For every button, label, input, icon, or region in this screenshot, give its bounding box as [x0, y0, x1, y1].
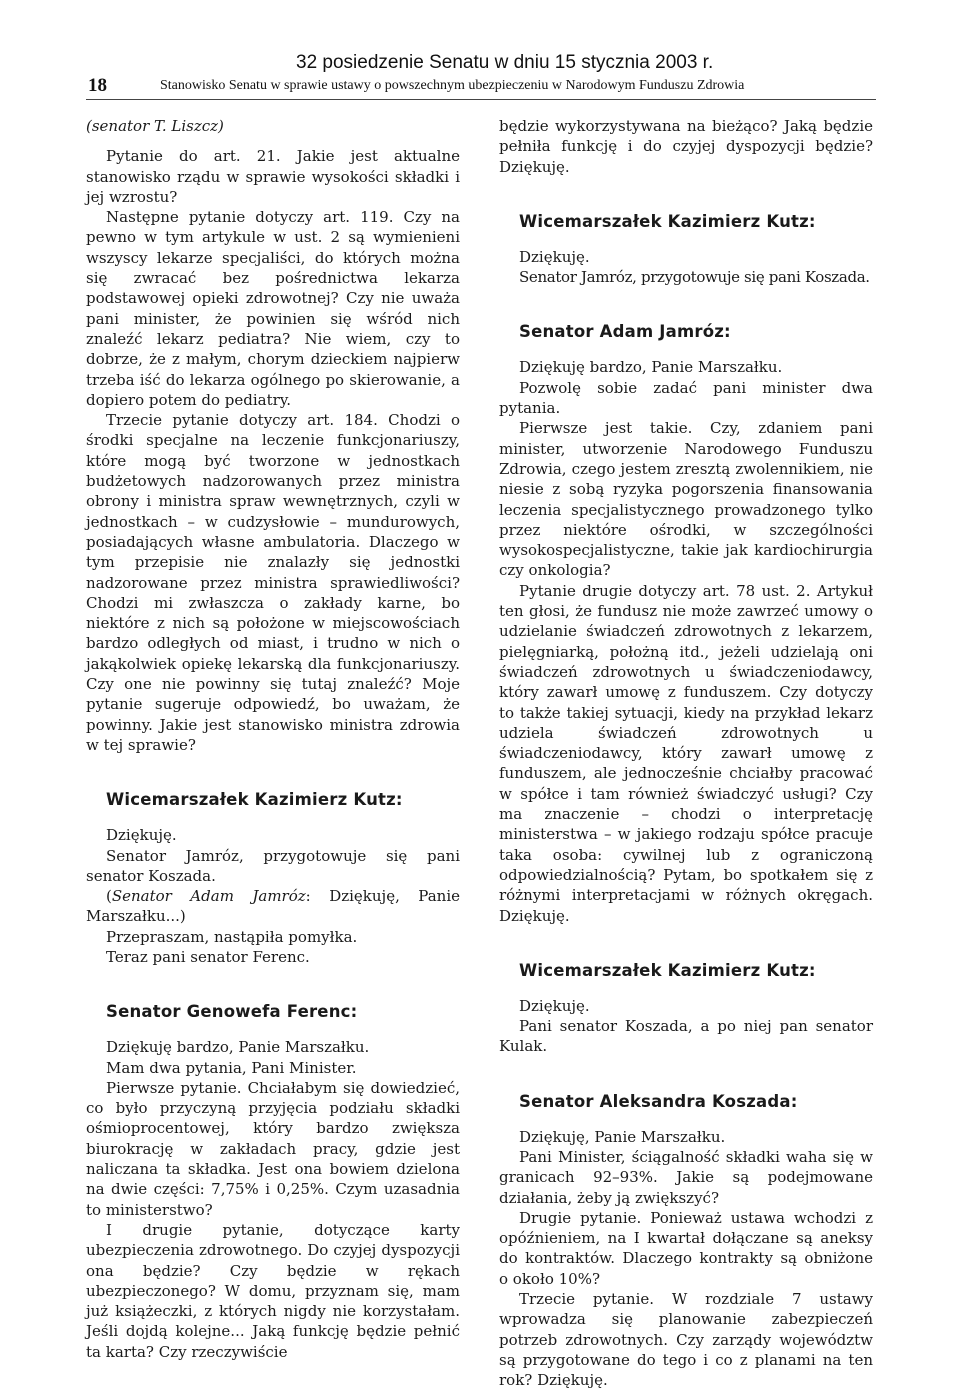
paragraph: Senator Jamróz, przygotowuje się pani senator Koszada.	[86, 846, 460, 885]
paragraph: Dziękuję bardzo, Panie Marszałku.	[106, 1038, 370, 1057]
paragraph: Następne pytanie dotyczy art. 119. Czy na pewno w tym artykule w ust. 2 są wymienieni wszyscy lekarze specjaliści, do których można się zwracać bez pośrednictwa lekarza podstawowej opieki zdrowotnej? Czy nie uważa pani minister, że powinien się wśród nich znaleźć lekarz pediatra? Nie wiem, czy to dobrze, że z małym, chorym dzieckiem najpierw trzeba iść do lekarza ogólnego po skierowanie, a dopiero potem do pediatry.	[86, 208, 460, 409]
interjection-text: : Dziękuję, Panie Marszałku...)	[86, 887, 461, 926]
speaker-heading: Senator Genowefa Ferenc:	[106, 1002, 358, 1022]
paragraph: Trzecie pytanie. W rozdziale 7 ustawy wprowadza się planowanie zabezpieczeń potrzeb zdrowotnych. Czy zarządy województw są przygotowane do tego i co z planami na ten rok? Dziękuję.	[499, 1290, 873, 1390]
document-subtitle: Stanowisko Senatu w sprawie ustawy o powszechnym ubezpieczeniu w Narodowym Funduszu Zdrowia	[160, 78, 745, 93]
speaker-tag: (senator T. Liszcz)	[86, 117, 224, 135]
paragraph: Pierwsze jest takie. Czy, zdaniem pani minister, utworzenie Narodowego Funduszu Zdrowia, czego jestem zresztą zwolennikiem, nie niesie z sobą ryzyka pogorszenia finansowania leczenia specjalistycznego prowadzonego tylko przez niektóre ośrodki, w szczególności wysokospecjalistyczne, takie jak kardiochirurgia czy onkologia?	[499, 419, 873, 580]
speaker-heading: Senator Adam Jamróz:	[519, 322, 731, 342]
paragraph: Teraz pani senator Ferenc.	[106, 947, 310, 966]
paragraph: Pytanie drugie dotyczy art. 78 ust. 2. Artykuł ten głosi, że fundusz nie może zawrzeć umowy o udzielanie świadczeń zdrowotnych z lekarzem, pielęgniarką, położną itd., jeżeli udzielają oni świadczeń zdrowotnych u świadczeniodawcy, który zawarł umowę z funduszem. Czy dotyczy to także takiej sytuacji, kiedy na przykład lekarz udziela świadczeń zdrowotnych u świadczeniodawcy, który zawarł umowę z funduszem, ale jednocześnie chciałby pracować w spółce i tam również świadczyć usługi? Czy ma znaczenie – chodzi o interpretację ministerstwa – w jakiego rodzaju spółce pracuje taka osoba: cywilnej lub z ograniczoną odpowiedzialnością? Pytam, bo spotkałem się z różnymi interpretacjami w różnych okręgach. Dziękuję.	[499, 581, 873, 925]
paragraph: Pani senator Koszada, a po niej pan senator Kulak.	[499, 1017, 873, 1056]
page-number: 18	[88, 75, 107, 96]
paragraph-continuation: będzie wykorzystywana na bieżąco? Jaką będzie pełniła funkcję i do czyjej dyspozycji będzie? Dziękuję.	[499, 117, 873, 176]
interjection-speaker: Senator Adam Jamróz	[111, 887, 306, 906]
paragraph: Drugie pytanie. Ponieważ ustawa wchodzi z opóźnieniem, na I kwartał dołączane są aneksy do kontraktów. Dlaczego kontrakty są obniżone o około 10%?	[499, 1208, 873, 1288]
paragraph: Pierwsze pytanie. Chciałabym się dowiedzieć, co było przyczyną przyjęcia podziału składki ośmioprocentowej, który bardzo zwiększa biurokrację w zakładach pracy, gdzie jest naliczana ta składka. Jest ona bowiem dzielona na dwie części: 7,75% i 0,25%. Czym uzasadnia to ministerstwo?	[86, 1078, 460, 1219]
speaker-heading: Wicemarszałek Kazimierz Kutz:	[519, 211, 816, 231]
speaker-heading: Senator Aleksandra Koszada:	[519, 1091, 798, 1111]
paragraph: Dziękuję.	[106, 826, 177, 845]
speaker-heading: Wicemarszałek Kazimierz Kutz:	[106, 790, 403, 810]
paragraph: I drugie pytanie, dotyczące karty ubezpieczenia zdrowotnego. Do czyjej dyspozycji ona będzie? Czy będzie w rękach ubezpieczonego? W domu, przyznam się, mam już książeczki, z których nigdy nie korzystałam. Jeśli dojdą kolejne... Jaką funkcję będzie pełnić ta karta? Czy rzeczywiście	[86, 1220, 460, 1361]
left-column	[86, 116, 460, 1362]
paragraph: Senator Jamróz, przygotowuje się pani Koszada.	[519, 268, 870, 287]
paragraph: Trzecie pytanie dotyczy art. 184. Chodzi o środki specjalne na leczenie funkcjonariuszy, które mogą być tworzone w jednostkach budżetowych nadzorowanych przez ministra obrony i ministra spraw wewnętrznych, czyli w jednostkach – w cudzysłowie – mundurowych, posiadających własne ambulatoria. Dlaczego w tym przepisie nie znalazły się jednostki nadzorowane przez ministra sprawiedliwości? Chodzi mi zwłaszcza o zakłady karne, bo niektóre z nich są położone w miejscowościach bardzo odległych od miast, i trudno w nich o jakąkolwiek opiekę lekarską dla funkcjonariuszy. Czy one nie powinny się tutaj znaleźć? Moje pytanie sugeruje odpowiedź, bo uważam, że powinny. Jakie jest stanowisko ministra zdrowia w tej sprawie?	[86, 411, 460, 754]
paragraph: Mam dwa pytania, Pani Minister.	[106, 1058, 357, 1077]
interjection	[86, 886, 460, 927]
paragraph: Pani Minister, ściągalność składki waha się w granicach 92–93%. Jakie są podejmowane działania, żeby ją zwiększyć?	[499, 1147, 873, 1207]
header-divider	[86, 99, 876, 100]
paragraph: Przepraszam, nastąpiła pomyłka.	[106, 927, 358, 946]
paragraph: Dziękuję bardzo, Panie Marszałku.	[519, 358, 783, 377]
right-column	[499, 116, 873, 1391]
interjection-open: (	[106, 887, 112, 906]
paragraph: Dziękuję.	[519, 996, 590, 1015]
session-title: 32 posiedzenie Senatu w dniu 15 stycznia 2003 r.	[296, 52, 714, 73]
paragraph: Pozwolę sobie zadać pani minister dwa pytania.	[499, 378, 873, 418]
paragraph: Dziękuję.	[519, 247, 590, 266]
speaker-heading: Wicemarszałek Kazimierz Kutz:	[519, 960, 816, 980]
paragraph: Pytanie do art. 21. Jakie jest aktualne stanowisko rządu w sprawie wysokości składki i jej wzrostu?	[86, 147, 460, 206]
paragraph: Dziękuję, Panie Marszałku.	[519, 1127, 726, 1146]
